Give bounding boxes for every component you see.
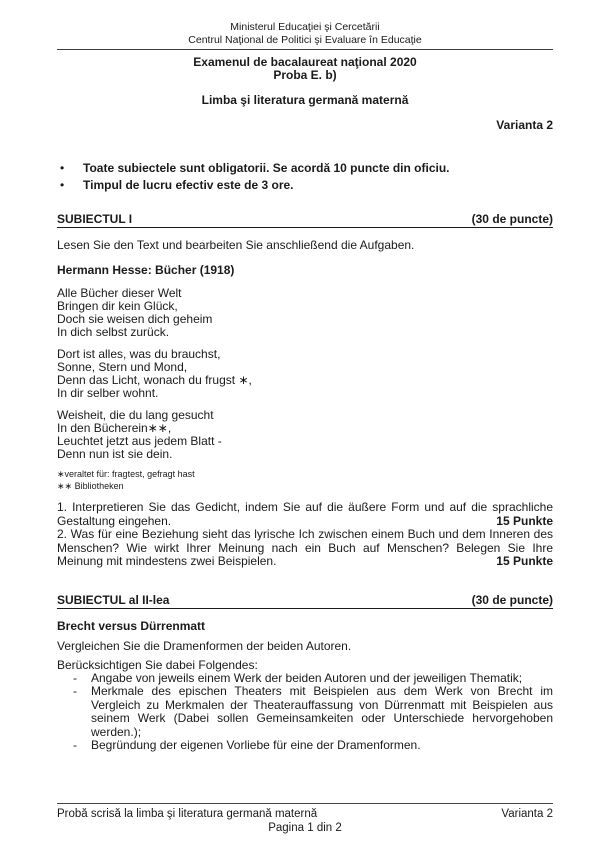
subject2-title: Brecht versus Dürrenmatt	[57, 618, 206, 633]
poem-line: Bringen dir kein Glück,	[57, 299, 178, 313]
ministry-line: Ministerul Educaţiei şi Cercetării	[230, 21, 380, 33]
subject2-instruction: Berücksichtigen Sie dabei Folgendes:	[57, 657, 258, 672]
agency-line: Centrul Naţional de Politici şi Evaluare în Educaţie	[188, 34, 422, 46]
subject2-heading: SUBIECTUL al II-lea	[57, 592, 170, 607]
criteria-text: Begründung der eigenen Vorliebe für eine der Dramenformen.	[91, 738, 421, 752]
criteria-text: Merkmale des epischen Theaters mit Beispielen aus dem Werk von Brecht im Vergleich zu Merkmalen der Theaterauffassung von Dürrenmatt mit Beispielen aus seinem Werk (Dabei sollen Gemeinsamkeiten oder Unterschiede hervorgehoben werden.);	[91, 684, 553, 739]
subject1-heading-row	[57, 213, 553, 228]
subject1-points: (30 de puncte)	[471, 212, 553, 226]
task-points: 15 Punkte	[496, 554, 553, 568]
notice-item	[57, 177, 553, 194]
footer-divider	[57, 803, 553, 804]
exam-proba: Proba E. b)	[273, 68, 337, 82]
ministry-header	[57, 21, 553, 47]
subject1-tasks	[57, 501, 553, 569]
poem-stanza	[57, 287, 553, 339]
notice-text: Timpul de lucru efectiv este de 3 ore.	[83, 177, 294, 192]
poem-line: Doch sie weisen dich geheim	[57, 312, 213, 326]
criteria-item	[57, 739, 553, 753]
poem-line: Leuchtet jetzt aus jedem Blatt -	[57, 434, 222, 448]
poem-line: In dich selbst zurück.	[57, 325, 170, 339]
footer-variant: Varianta 2	[501, 808, 553, 820]
subject2-intro: Vergleichen Sie die Dramenformen der beiden Autoren.	[57, 638, 352, 653]
poem-stanza	[57, 348, 553, 400]
subject1-intro: Lesen Sie den Text und bearbeiten Sie anschließend die Aufgaben.	[57, 238, 415, 252]
poem-line: Alle Bücher dieser Welt	[57, 286, 182, 300]
exam-title: Examenul de bacalaureat naţional 2020	[193, 55, 417, 69]
poem-line: Denn nun ist sie dein.	[57, 447, 173, 461]
poem-title: Hermann Hesse: Bücher (1918)	[57, 263, 235, 277]
poem-line: Weisheit, die du lang gesucht	[57, 408, 214, 422]
exam-subject: Limba şi literatura germană maternă	[201, 93, 409, 107]
poem-line: In dir selber wohnt.	[57, 386, 159, 400]
footnote: ∗veraltet für: fragtest, gefragt hast	[57, 469, 195, 479]
dash-marker: -	[73, 670, 77, 685]
criteria-item	[57, 685, 553, 739]
poem-line: Sonne, Stern und Mond,	[57, 360, 188, 374]
subject1-heading: SUBIECTUL I	[57, 212, 133, 226]
page-number: Pagina 1 din 2	[268, 822, 342, 834]
subject2-points: (30 de puncte)	[471, 592, 553, 607]
notice-text: Toate subiectele sunt obligatorii. Se acordă 10 puncte din oficiu.	[83, 161, 450, 175]
page-footer	[57, 803, 553, 835]
dash-marker: -	[73, 684, 77, 698]
footer-exam-name: Probă scrisă la limba şi literatura germană maternă	[57, 808, 318, 820]
task-text: 1. Interpretieren Sie das Gedicht, indem Sie auf die äußere Form und auf die sprachliche Gestaltung eingehen.	[57, 500, 553, 528]
bullet-marker: •	[60, 161, 65, 175]
poem-line: Denn das Licht, wonach du frugst ∗,	[57, 373, 252, 387]
subject2-criteria-list	[57, 672, 553, 753]
poem-line: In den Bücherein∗∗,	[57, 421, 172, 435]
criteria-text: Angabe von jeweils einem Werk der beiden Autoren und der jeweiligen Thematik;	[91, 670, 523, 685]
task-item	[57, 528, 553, 569]
subject2-heading-row	[57, 594, 553, 609]
bullet-marker: •	[60, 177, 65, 192]
variant-label: Varianta 2	[496, 118, 553, 132]
footnote: ∗∗ Bibliotheken	[57, 481, 124, 491]
dash-marker: -	[73, 738, 77, 752]
criteria-item	[57, 672, 553, 686]
notice-item	[57, 160, 553, 177]
task-points: 15 Punkte	[496, 513, 553, 528]
notices-list	[57, 160, 553, 193]
task-text: 2. Was für eine Beziehung sieht das lyrische Ich zwischen einem Buch und dem Inneren des Menschen? Wie wirkt Ihrer Meinung nach ein Buch auf Menschen? Belegen Sie Ihre Meinung mit mindestens zwei Beispielen.	[57, 527, 553, 568]
task-item	[57, 501, 553, 528]
header-divider	[57, 49, 553, 50]
poem-stanza	[57, 409, 553, 461]
footer-row	[57, 807, 553, 821]
poem-footnotes	[57, 468, 553, 492]
poem-line: Dort ist alles, was du brauchst,	[57, 347, 221, 361]
